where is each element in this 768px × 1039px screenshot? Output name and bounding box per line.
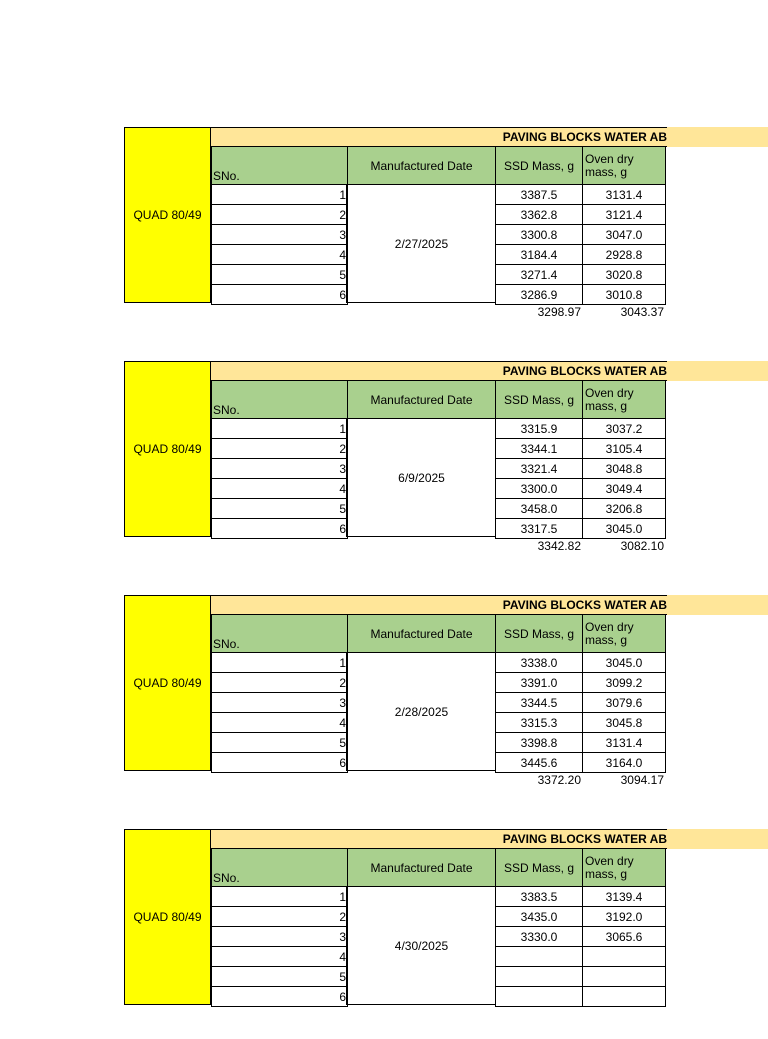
average-ssd-mass[interactable]: 3298.97	[537, 305, 581, 319]
oven-dry-mass-cell[interactable]: 3049.4	[582, 479, 666, 499]
header-oven-cell[interactable]: Oven dry mass, g	[582, 381, 666, 419]
header-ssd-cell[interactable]: SSD Mass, g	[495, 615, 583, 653]
ssd-mass-cell[interactable]: 3362.8	[495, 205, 583, 225]
oven-dry-mass-cell[interactable]: 3131.4	[582, 185, 666, 205]
sno-cell[interactable]: 3	[211, 693, 348, 713]
oven-dry-mass-cell[interactable]: 3045.0	[582, 519, 666, 539]
oven-dry-mass-cell[interactable]: 3099.2	[582, 673, 666, 693]
sno-cell[interactable]: 1	[211, 185, 348, 205]
product-name-cell[interactable]: QUAD 80/49	[124, 595, 211, 771]
oven-dry-mass-cell[interactable]: 3037.2	[582, 419, 666, 439]
sno-cell[interactable]: 3	[211, 225, 348, 245]
ssd-mass-cell[interactable]: 3286.9	[495, 285, 583, 305]
sno-cell[interactable]: 3	[211, 927, 348, 947]
test-table-block	[124, 829, 768, 1039]
sno-cell[interactable]: 2	[211, 673, 348, 693]
oven-dry-mass-cell[interactable]: 3045.8	[582, 713, 666, 733]
sno-cell[interactable]: 6	[211, 753, 348, 773]
ssd-mass-cell[interactable]	[495, 967, 583, 987]
test-table-block	[124, 127, 768, 337]
sno-cell[interactable]: 5	[211, 967, 348, 987]
ssd-mass-cell[interactable]: 3391.0	[495, 673, 583, 693]
oven-dry-mass-cell[interactable]: 3206.8	[582, 499, 666, 519]
ssd-mass-cell[interactable]: 3315.9	[495, 419, 583, 439]
ssd-mass-cell[interactable]: 3184.4	[495, 245, 583, 265]
average-oven-dry-mass[interactable]: 3094.17	[620, 773, 664, 787]
sno-cell[interactable]: 3	[211, 459, 348, 479]
ssd-mass-cell[interactable]: 3458.0	[495, 499, 583, 519]
column-divider	[346, 419, 348, 537]
ssd-mass-cell[interactable]: 3338.0	[495, 653, 583, 673]
ssd-mass-cell[interactable]: 3445.6	[495, 753, 583, 773]
ssd-mass-cell[interactable]: 3271.4	[495, 265, 583, 285]
sno-cell[interactable]: 4	[211, 713, 348, 733]
sno-cell[interactable]: 5	[211, 499, 348, 519]
manufactured-date-cell[interactable]: 2/27/2025	[347, 185, 496, 303]
sno-cell[interactable]: 5	[211, 733, 348, 753]
header-ssd-cell[interactable]: SSD Mass, g	[495, 849, 583, 887]
oven-dry-mass-cell[interactable]	[582, 987, 666, 1007]
ssd-mass-cell[interactable]: 3300.0	[495, 479, 583, 499]
ssd-mass-cell[interactable]: 3435.0	[495, 907, 583, 927]
sno-cell[interactable]: 5	[211, 265, 348, 285]
oven-dry-mass-cell[interactable]	[582, 967, 666, 987]
oven-dry-mass-cell[interactable]: 3079.6	[582, 693, 666, 713]
header-date-cell[interactable]: Manufactured Date	[347, 147, 496, 185]
oven-dry-mass-cell[interactable]: 3010.8	[582, 285, 666, 305]
header-sno-cell[interactable]: SNo.	[211, 147, 348, 185]
table-title-cell[interactable]: PAVING BLOCKS WATER AB	[502, 130, 667, 144]
test-table-block	[124, 361, 768, 571]
ssd-mass-cell[interactable]: 3398.8	[495, 733, 583, 753]
ssd-mass-cell[interactable]: 3344.5	[495, 693, 583, 713]
sno-cell[interactable]: 4	[211, 947, 348, 967]
sno-cell[interactable]: 1	[211, 419, 348, 439]
product-name-cell[interactable]: QUAD 80/49	[124, 829, 211, 1005]
oven-dry-mass-cell[interactable]: 3139.4	[582, 887, 666, 907]
table-title-cell[interactable]: PAVING BLOCKS WATER AB	[502, 364, 667, 378]
sno-cell[interactable]: 4	[211, 245, 348, 265]
ssd-mass-cell[interactable]: 3315.3	[495, 713, 583, 733]
header-date-cell[interactable]: Manufactured Date	[347, 615, 496, 653]
ssd-mass-cell[interactable]: 3321.4	[495, 459, 583, 479]
oven-dry-mass-cell[interactable]: 3105.4	[582, 439, 666, 459]
header-ssd-cell[interactable]: SSD Mass, g	[495, 147, 583, 185]
sno-cell[interactable]: 2	[211, 439, 348, 459]
oven-dry-mass-cell[interactable]: 3131.4	[582, 733, 666, 753]
ssd-mass-cell[interactable]: 3300.8	[495, 225, 583, 245]
ssd-mass-cell[interactable]	[495, 947, 583, 967]
average-oven-dry-mass[interactable]: 3043.37	[620, 305, 664, 319]
manufactured-date-cell[interactable]: 2/28/2025	[347, 653, 496, 771]
header-date-cell[interactable]: Manufactured Date	[347, 849, 496, 887]
header-sno-cell[interactable]: SNo.	[211, 615, 348, 653]
manufactured-date-cell[interactable]: 6/9/2025	[347, 419, 496, 537]
header-sno-cell[interactable]: SNo.	[211, 849, 348, 887]
oven-dry-mass-cell[interactable]: 3121.4	[582, 205, 666, 225]
average-ssd-mass[interactable]: 3372.20	[537, 773, 581, 787]
ssd-mass-cell[interactable]	[495, 987, 583, 1007]
sno-cell[interactable]: 6	[211, 519, 348, 539]
header-sno-cell[interactable]: SNo.	[211, 381, 348, 419]
oven-dry-mass-cell[interactable]: 3192.0	[582, 907, 666, 927]
average-ssd-mass[interactable]: 3342.82	[537, 539, 581, 553]
header-date-cell[interactable]: Manufactured Date	[347, 381, 496, 419]
header-oven-cell[interactable]: Oven dry mass, g	[582, 849, 666, 887]
average-oven-dry-mass[interactable]: 3082.10	[620, 539, 664, 553]
product-name-cell[interactable]: QUAD 80/49	[124, 127, 211, 303]
ssd-mass-cell[interactable]: 3344.1	[495, 439, 583, 459]
oven-dry-mass-cell[interactable]: 3047.0	[582, 225, 666, 245]
sno-cell[interactable]: 6	[211, 285, 348, 305]
header-ssd-cell[interactable]: SSD Mass, g	[495, 381, 583, 419]
column-divider	[346, 887, 348, 1005]
sno-cell[interactable]: 1	[211, 653, 348, 673]
test-table-block	[124, 595, 768, 805]
sno-cell[interactable]: 2	[211, 205, 348, 225]
ssd-mass-cell[interactable]: 3383.5	[495, 887, 583, 907]
header-oven-cell[interactable]: Oven dry mass, g	[582, 615, 666, 653]
header-oven-cell[interactable]: Oven dry mass, g	[582, 147, 666, 185]
sno-cell[interactable]: 2	[211, 907, 348, 927]
sno-cell[interactable]: 6	[211, 987, 348, 1007]
product-name-cell[interactable]: QUAD 80/49	[124, 361, 211, 537]
oven-dry-mass-cell[interactable]: 3065.6	[582, 927, 666, 947]
oven-dry-mass-cell[interactable]: 2928.8	[582, 245, 666, 265]
oven-dry-mass-cell[interactable]: 3164.0	[582, 753, 666, 773]
oven-dry-mass-cell[interactable]: 3048.8	[582, 459, 666, 479]
ssd-mass-cell[interactable]: 3387.5	[495, 185, 583, 205]
manufactured-date-cell[interactable]: 4/30/2025	[347, 887, 496, 1005]
ssd-mass-cell[interactable]: 3330.0	[495, 927, 583, 947]
oven-dry-mass-cell[interactable]: 3045.0	[582, 653, 666, 673]
column-divider	[346, 653, 348, 771]
oven-dry-mass-cell[interactable]: 3020.8	[582, 265, 666, 285]
sno-cell[interactable]: 1	[211, 887, 348, 907]
sno-cell[interactable]: 4	[211, 479, 348, 499]
oven-dry-mass-cell[interactable]	[582, 947, 666, 967]
column-divider	[346, 185, 348, 303]
table-title-cell[interactable]: PAVING BLOCKS WATER AB	[502, 598, 667, 612]
ssd-mass-cell[interactable]: 3317.5	[495, 519, 583, 539]
table-title-cell[interactable]: PAVING BLOCKS WATER AB	[502, 832, 667, 846]
